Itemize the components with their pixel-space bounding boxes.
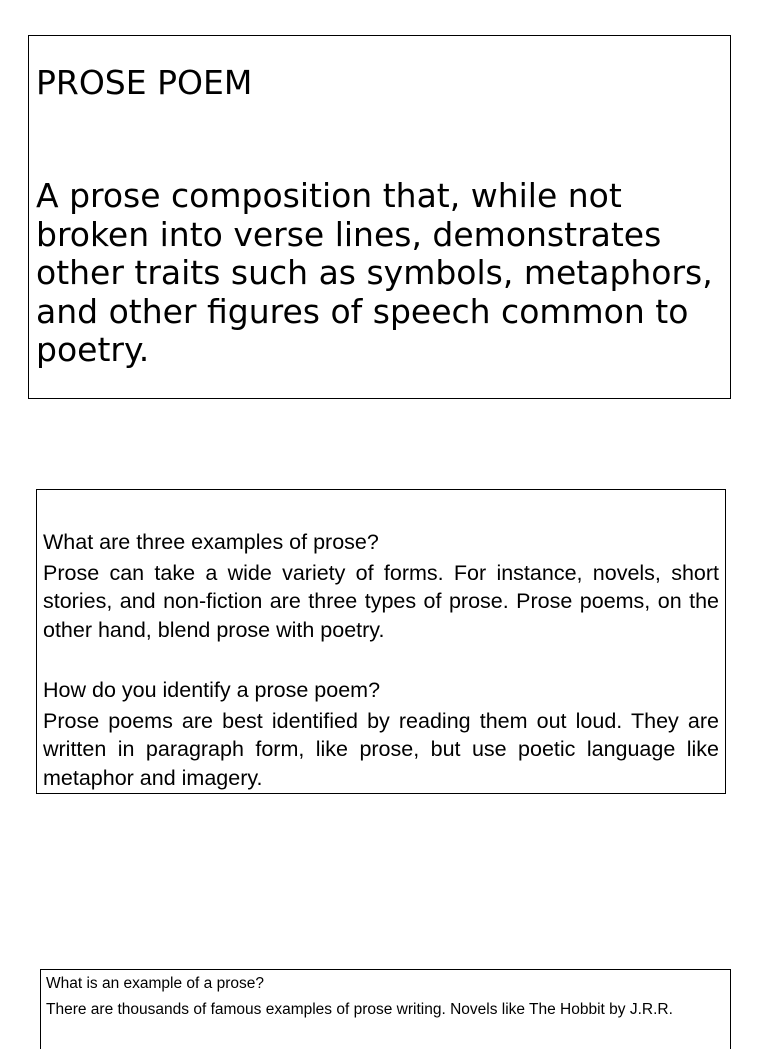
example-content <box>46 974 723 1020</box>
example-question: What is an example of a prose? <box>46 975 264 992</box>
example-answer: There are thousands of famous examples of prose writing. Novels like The Hobbit by J.R.R. <box>46 1001 673 1018</box>
faq-content <box>43 528 719 792</box>
faq-answer: Prose can take a wide variety of forms. For instance, novels, short stories, and non-fiction are three types of prose. Prose poems, on the other hand, blend prose with poetry. <box>43 560 719 642</box>
example-box <box>40 969 731 1049</box>
section-title: PROSE POEM <box>36 63 253 102</box>
faq-spacer <box>43 644 719 676</box>
prose-poem-definition-box <box>28 35 731 399</box>
faq-question: How do you identify a prose poem? <box>43 678 381 702</box>
faq-answer: Prose poems are best identified by reading them out loud. They are written in paragraph form, like prose, but use poetic language like metaphor and imagery. <box>43 708 719 790</box>
faq-question: What are three examples of prose? <box>43 530 379 554</box>
definition-text: A prose composition that, while not broken into verse lines, demonstrates other traits such as symbols, metaphors, and other figures of speech common to poetry. <box>36 176 713 369</box>
faq-box <box>36 489 726 794</box>
